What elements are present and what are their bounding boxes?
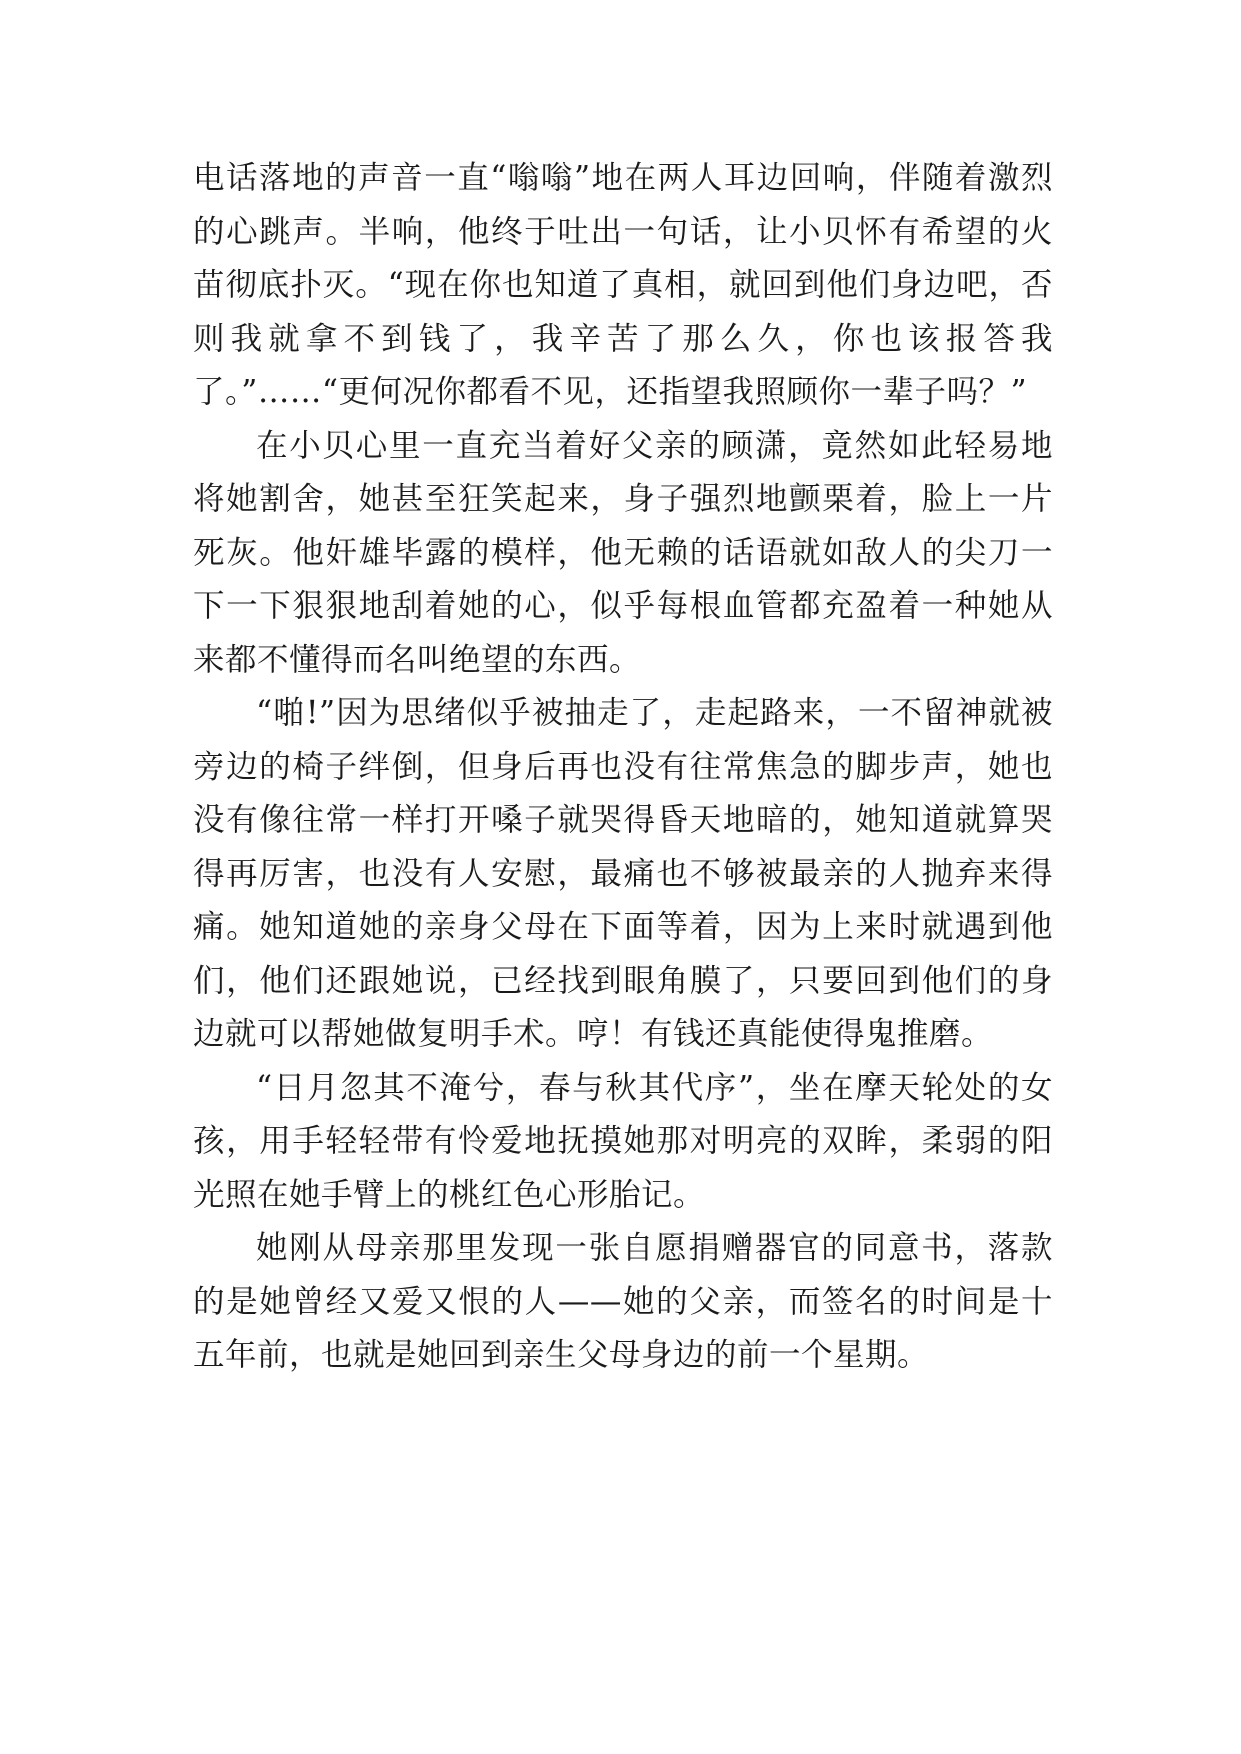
story-text (193, 152, 1053, 1383)
paragraph-3: “啪!”因为思绪似乎被抽走了，走起路来，一不留神就被旁边的椅子绊倒，但身后再也没有往常焦急的脚步声，她也没有像往常一样打开嗓子就哭得昏天地暗的，她知道就算哭得再厉害，也没有人安慰，最痛也不够被最亲的人抛弃来得痛。她知道她的亲身父母在下面等着，因为上来时就遇到他们，他们还跟她说，已经找到眼角膜了，只要回到他们的身边就可以帮她做复明手术。哼！有钱还真能使得鬼推磨。 (193, 695, 1053, 1052)
paragraph-2: 在小贝心里一直充当着好父亲的顾潇，竟然如此轻易地将她割舍，她甚至狂笑起来，身子强烈地颤栗着，脸上一片死灰。他奸雄毕露的模样，他无赖的话语就如敌人的尖刀一下一下狠狠地刮着她的心，似乎每根血管都充盈着一种她从来都不懂得而名叫绝望的东西。 (193, 427, 1053, 678)
paragraph-5: 她刚从母亲那里发现一张自愿捐赠器官的同意书，落款的是她曾经又爱又恨的人——她的父亲，而签名的时间是十五年前，也就是她回到亲生父母身边的前一个星期。 (193, 1230, 1053, 1373)
paragraph-4: “日月忽其不淹兮，春与秋其代序”，坐在摩天轮处的女孩，用手轻轻带有怜爱地抚摸她那对明亮的双眸，柔弱的阳光照在她手臂上的桃红色心形胎记。 (193, 1069, 1053, 1213)
paragraph-1: 电话落地的声音一直“嗡嗡”地在两人耳边回响，伴随着激烈的心跳声。半响，他终于吐出一句话，让小贝怀有希望的火苗彻底扑灭。“现在你也知道了真相，就回到他们身边吧，否则我就拿不到钱了，我辛苦了那么久，你也该报答我了。”……“更何况你都看不见，还指望我照顾你一辈子吗？” (193, 160, 1053, 410)
